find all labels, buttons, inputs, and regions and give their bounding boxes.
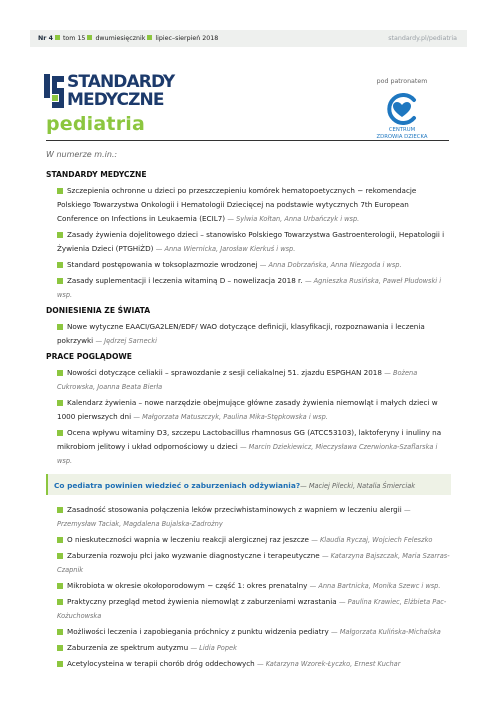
article-authors: — Jędrzej Sarnecki: [95, 337, 157, 345]
article-title: Zasadność stosowania połączenia leków przeciwhistaminowych z wapniem w leczeniu alergii: [67, 505, 402, 514]
green-square-bullet-icon: [57, 537, 63, 543]
header-divider: [46, 140, 449, 141]
issue-info: [38, 30, 218, 47]
article-title: Standard postępowania w toksoplazmozie wrodzonej: [67, 260, 258, 269]
section-title: PRACE POGLĄDOWE: [46, 352, 132, 361]
green-square-bullet-icon: [57, 507, 63, 513]
article-item[interactable]: [46, 366, 451, 394]
green-square-bullet-icon: [57, 599, 63, 605]
article-item[interactable]: [46, 657, 451, 671]
article-title: Zasady żywienia dojelitowego dzieci – stanowisko Polskiego Towarzystwa Gastroenterologii, Hepatologii i Żywienia Dzieci (PTGHiŻD): [57, 230, 445, 253]
article-item[interactable]: [46, 625, 451, 639]
patron-name: CENTRUM ZDROWIA DZIECKA: [376, 127, 428, 140]
green-square-bullet-icon: [57, 430, 63, 436]
article-authors: — Katarzyna Bajszczak, Maria Szarras-Czapnik: [57, 552, 450, 574]
article-item[interactable]: [46, 258, 451, 272]
article-authors: — Małgorzata Kulińska-Michalska: [331, 628, 441, 636]
article-authors: — Katarzyna Wzorek-Łyczko, Ernest Kuchar: [257, 660, 401, 668]
featured-article-title: Co pediatra powinien wiedzieć o zaburzeniach odżywiania?: [54, 481, 301, 490]
square-bullet-icon: [55, 35, 60, 40]
article-item[interactable]: [46, 396, 451, 424]
article-authors: — Anna Dobrzańska, Anna Niezgoda i wsp.: [259, 261, 402, 269]
article-title: Praktyczny przegląd metod żywienia niemowląt z zaburzeniami wzrastania: [67, 597, 337, 606]
logo-word-standardy: STANDARDY: [67, 72, 175, 92]
green-square-bullet-icon: [57, 400, 63, 406]
logo-mark-icon: [44, 74, 64, 108]
article-title: Zaburzenia rozwoju płci jako wyzwanie diagnostyczne i terapeutyczne: [67, 551, 320, 560]
square-bullet-icon: [87, 35, 92, 40]
standardy-medyczne-logo: [44, 72, 224, 112]
article-authors: — Bożena Cukrowska, Joanna Beata Bierła: [57, 369, 418, 391]
article-item[interactable]: [46, 184, 451, 226]
article-title: Nowe wytyczne EAACI/GA2LEN/EDF/ WAO dotyczące definicji, klasyfikacji, rozpoznawania i leczenia pokrzywki: [57, 322, 425, 345]
article-title: Możliwości leczenia i zapobiegania próchnicy z punktu widzenia pediatry: [67, 627, 329, 636]
article-authors: — Anna Bartnicka, Monika Szewc i wsp.: [309, 582, 441, 590]
article-title: Mikrobiota w okresie okołoporodowym − część 1: okres prenatalny: [67, 581, 308, 590]
article-authors: — Agnieszka Rusińska, Paweł Płudowski i wsp.: [57, 277, 442, 299]
article-item[interactable]: [46, 579, 451, 593]
article-authors: — Paulina Krawiec, Elżbieta Pac-Kożuchowska: [57, 598, 447, 620]
patronage-block: [352, 78, 452, 141]
article-authors: — Klaudia Ryczaj, Wojciech Feleszko: [311, 536, 433, 544]
article-item[interactable]: [46, 274, 451, 302]
green-square-bullet-icon: [57, 661, 63, 667]
article-title: Zasady suplementacji i leczenia witaminą D – nowelizacja 2018 r.: [67, 276, 303, 285]
article-title: Zaburzenia ze spektrum autyzmu: [67, 643, 189, 652]
article-title: Ocena wpływu witaminy D3, szczepu Lactobacillus rhamnosus GG (ATCC53103), laktoferyny i inuliny na mikrobiom jelitowy i układ odpornościowy u dzieci: [57, 428, 442, 451]
article-authors: — Marcin Dziekiewicz, Mieczysława Czerwionka-Szaflarska i wsp.: [57, 443, 438, 465]
green-square-bullet-icon: [57, 262, 63, 268]
section-title: STANDARDY MEDYCZNE: [46, 170, 147, 179]
green-square-bullet-icon: [57, 370, 63, 376]
journal-title: pediatria: [46, 113, 146, 135]
article-authors: — Małgorzata Matuszczyk, Paulina Mika-Stępkowska i wsp.: [133, 413, 328, 421]
frequency: dwumiesięcznik: [95, 35, 146, 42]
journal-url[interactable]: standardy.pl/pediatria: [388, 35, 457, 42]
article-title: Acetylocysteina w terapii chorób dróg oddechowych: [67, 659, 255, 668]
article-item[interactable]: [46, 426, 451, 468]
featured-article-authors: — Maciej Pilecki, Natalia Śmierciak: [300, 482, 416, 490]
article-item[interactable]: [46, 549, 451, 577]
article-item[interactable]: [46, 503, 451, 531]
article-authors: — Lidia Popek: [190, 644, 237, 652]
article-title: Kalendarz żywienia – nowe narzędzie obejmujące główne zasady żywienia niemowląt i małych dzieci w 1000 pierwszych dni: [57, 398, 438, 421]
header-bar: [30, 30, 467, 47]
green-square-bullet-icon: [57, 645, 63, 651]
square-bullet-icon: [147, 35, 152, 40]
green-square-bullet-icon: [57, 583, 63, 589]
toc-intro: W numerze m.in.:: [46, 150, 118, 159]
article-authors: — Sylwia Kołtan, Anna Urbańczyk i wsp.: [227, 215, 360, 223]
article-title: Nowości dotyczące celiakii – sprawozdanie z sesji celiakalnej 51. zjazdu ESPGHAN 2018: [67, 368, 382, 377]
article-item[interactable]: [46, 533, 451, 547]
article-authors: — Przemysław Taciak, Magdalena Bujalska-Zadrożny: [57, 506, 411, 528]
issue-number: Nr 4: [38, 35, 53, 42]
issue-date: lipiec–sierpień 2018: [155, 35, 219, 42]
green-square-bullet-icon: [57, 232, 63, 238]
green-square-bullet-icon: [57, 324, 63, 330]
volume: tom 15: [62, 35, 86, 42]
patronage-label: pod patronatem: [376, 78, 428, 85]
green-square-bullet-icon: [57, 629, 63, 635]
article-authors: — Anna Wiernicka, Jarosław Kierkuś i wsp.: [155, 245, 296, 253]
article-title: O nieskuteczności wapnia w leczeniu reakcji alergicznej raz jeszcze: [67, 535, 309, 544]
article-item[interactable]: [46, 320, 451, 348]
featured-article[interactable]: [46, 474, 451, 495]
czd-heart-logo-icon: [383, 93, 421, 125]
table-of-contents: [46, 149, 451, 673]
green-square-bullet-icon: [57, 188, 63, 194]
green-square-bullet-icon: [57, 553, 63, 559]
article-item[interactable]: [46, 641, 451, 655]
logo-word-medyczne: MEDYCZNE: [67, 90, 164, 110]
green-square-bullet-icon: [57, 278, 63, 284]
article-item[interactable]: [46, 228, 451, 256]
article-title: Szczepienia ochronne u dzieci po przeszczepieniu komórek hematopoetycznych − rekomendacje Polskiego Towarzystwa Onkologii i Hematologii Dziecięcej na podstawie wytycznych 7th European Conference on Infections in Leukaemia (ECIL7): [57, 186, 417, 223]
article-item[interactable]: [46, 595, 451, 623]
section-title: DONIESIENIA ZE ŚWIATA: [46, 306, 151, 315]
